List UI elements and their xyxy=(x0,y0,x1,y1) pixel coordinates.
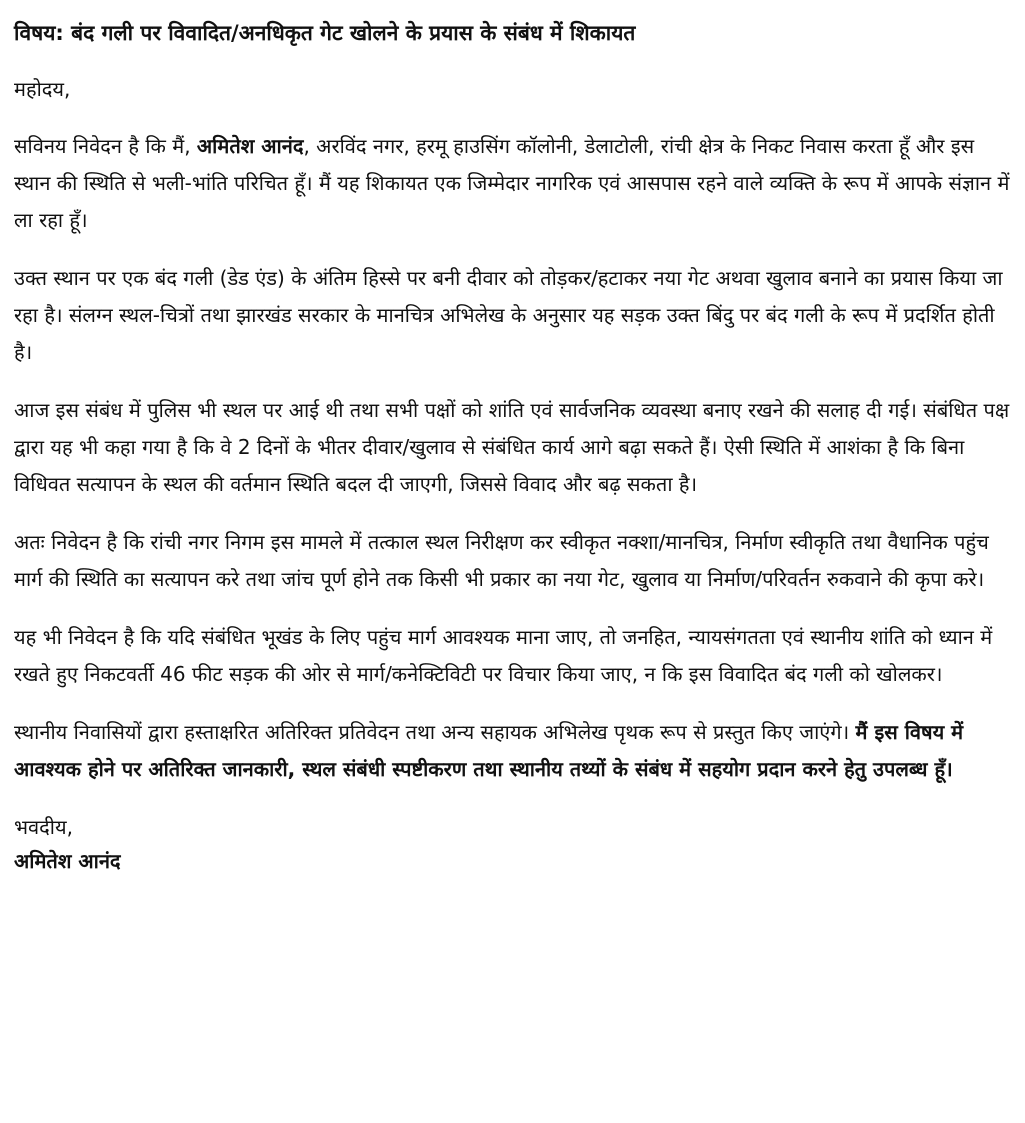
letter-subject: विषय: बंद गली पर विवादित/अनधिकृत गेट खोलने के प्रयास के संबंध में शिकायत xyxy=(14,21,636,45)
paragraph-introduction xyxy=(14,128,1011,239)
salutation: महोदय, xyxy=(14,77,71,101)
attachments-text: स्थानीय निवासियों द्वारा हस्ताक्षरित अतिरिक्त प्रतिवेदन तथा अन्य सहायक अभिलेख पृथक रूप से प्रस्तुत किए जाएंगे। xyxy=(14,720,856,744)
intro-text: सविनय निवेदन है कि मैं, xyxy=(14,134,197,158)
paragraph-police-visit: आज इस संबंध में पुलिस भी स्थल पर आई थी तथा सभी पक्षों को शांति एवं सार्वजनिक व्यवस्था बनाए रखने की सलाह दी गई। संबंधित पक्ष द्वारा यह भी कहा गया है कि वे 2 दिनों के भीतर दीवार/खुलाव से संबंधित कार्य आगे बढ़ा सकते हैं। ऐसी स्थिति में आशंका है कि बिना विधिवत सत्यापन के स्थल की वर्तमान स्थिति बदल दी जाएगी, जिससे विवाद और बढ़ सकता है। xyxy=(14,398,1010,496)
availability-statement: मैं इस विषय में आवश्यक होने पर अतिरिक्त जानकारी, स्थल संबंधी स्पष्टीकरण तथा स्थानीय तथ्यों के संबंध में सहयोग प्रदान करने हेतु उपलब्ध हूँ। xyxy=(14,720,964,781)
paragraph-issue: उक्त स्थान पर एक बंद गली (डेड एंड) के अंतिम हिस्से पर बनी दीवार को तोड़कर/हटाकर नया गेट अथवा खुलाव बनाने का प्रयास किया जा रहा है। संलग्न स्थल-चित्रों तथा झारखंड सरकार के मानचित्र अभिलेख के अनुसार यह सड़क उक्त बिंदु पर बंद गली के रूप में प्रदर्शित होती है। xyxy=(14,266,1003,364)
closing: भवदीय, xyxy=(14,815,73,839)
paragraph-request: अतः निवेदन है कि रांची नगर निगम इस मामले में तत्काल स्थल निरीक्षण कर स्वीकृत नक्शा/मानचित्र, निर्माण स्वीकृति तथा वैधानिक पहुंच मार्ग की स्थिति का सत्यापन करे तथा जांच पूर्ण होने तक किसी भी प्रकार का नया गेट, खुलाव या निर्माण/परिवर्तन रुकवाने की कृपा करे। xyxy=(14,530,989,591)
signature: अमितेश आनंद xyxy=(14,849,121,873)
complainant-name: अमितेश आनंद xyxy=(196,134,304,158)
intro-address-text: , अरविंद नगर, हरमू हाउसिंग कॉलोनी, डेलाटोली, रांची क्षेत्र के निकट निवास करता हूँ और इस स्थान की स्थिति से भली-भांति परिचित हूँ। मैं यह शिकायत एक जिम्मेदार नागरिक एवं आसपास रहने वाले व्यक्ति के रूप में आपके संज्ञान में ला रहा हूँ। xyxy=(14,134,1010,232)
paragraph-alternative-route: यह भी निवेदन है कि यदि संबंधित भूखंड के लिए पहुंच मार्ग आवश्यक माना जाए, तो जनहित, न्यायसंगतता एवं स्थानीय शांति को ध्यान में रखते हुए निकटवर्ती 46 फीट सड़क की ओर से मार्ग/कनेक्टिविटी पर विचार किया जाए, न कि इस विवादित बंद गली को खोलकर। xyxy=(14,625,993,686)
paragraph-availability xyxy=(14,714,1011,788)
